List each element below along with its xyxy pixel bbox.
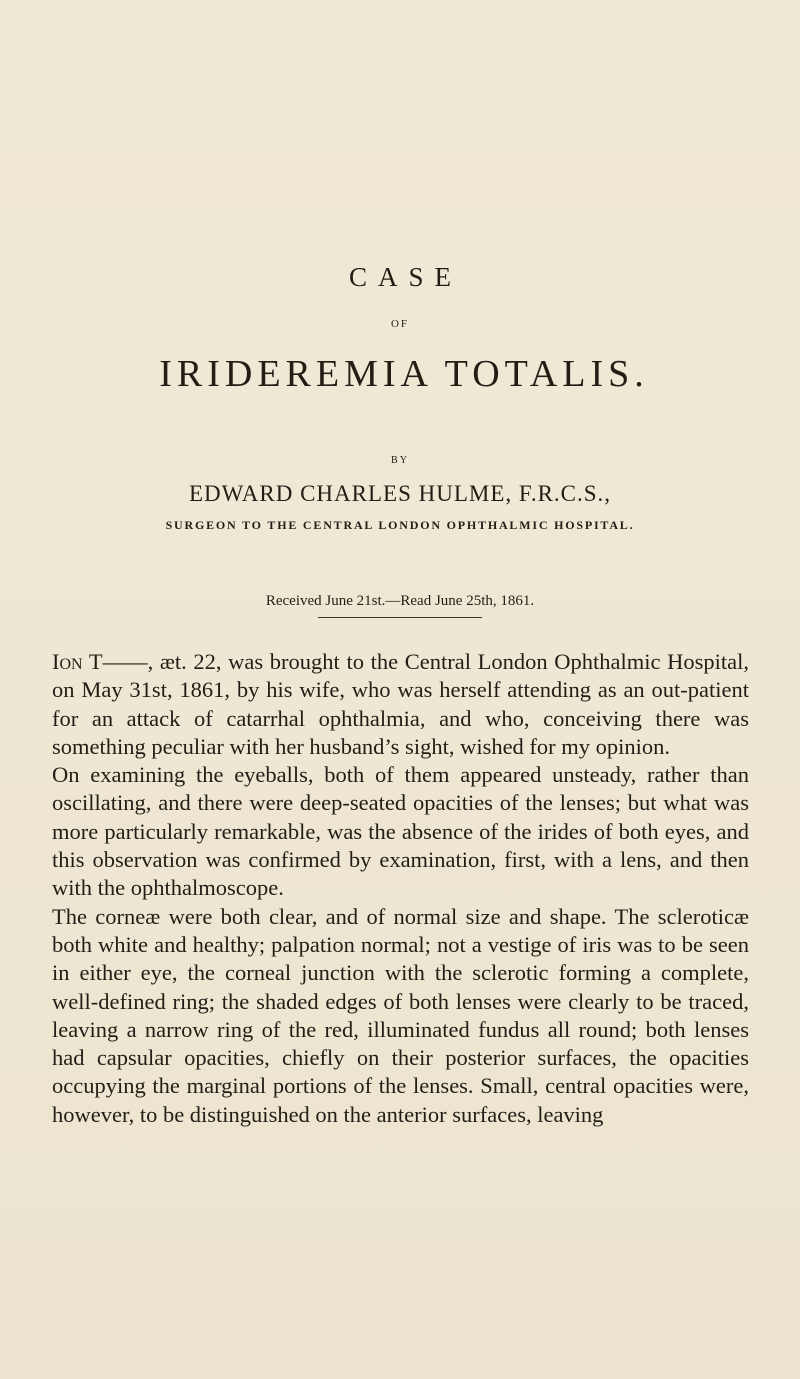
received-line: Received June 21st.—Read June 25th, 1861. bbox=[265, 593, 535, 609]
author-affiliation: SURGEON TO THE CENTRAL LONDON OPHTHALMIC HOSPITAL. bbox=[165, 518, 635, 532]
body-text bbox=[52, 648, 749, 1129]
of-word: OF bbox=[390, 318, 410, 330]
paragraph-text: The corneæ were both clear, and of normal size and shape. The scleroticæ both white and healthy; palpation normal; not a vestige of iris was to be seen in either eye, the corneal junction with the sclerotic forming a complete, well-defined ring; the shaded edges of both lenses were clearly to be traced, leaving a narrow ring of the red, illuminated fundus all round; both lenses had capsular opacities, chiefly on their posterior surfaces, the opacities occupying the marginal portions of the lenses. Small, central opacities were, however, to be distinguished on the anterior surfaces, leaving bbox=[52, 903, 749, 1127]
paragraph bbox=[52, 648, 749, 761]
case-heading: CASE bbox=[348, 262, 463, 292]
by-word: BY bbox=[391, 455, 409, 466]
page-title: IRIDEREMIA TOTALIS. bbox=[159, 353, 649, 395]
paragraph bbox=[52, 761, 749, 902]
paragraph bbox=[52, 903, 749, 1129]
paragraph-lead: Ion bbox=[52, 649, 83, 674]
paragraph-text: On examining the eyeballs, both of them appeared unsteady, rather than oscillating, and there were deep-seated opacities of the lenses; but what was more particularly remarkable, was the absence of the irides of both eyes, and this observation was confirmed by examination, first, with a lens, and then with the ophthalmoscope. bbox=[52, 762, 749, 901]
paragraph-text: T——, æt. 22, was brought to the Central London Ophthalmic Hospital, on May 31st, 1861, by his wife, who was herself attending as an out-patient for an attack of catarrhal ophthalmia, and who, conceiving there was something peculiar with her husband’s sight, wished for my opinion. bbox=[52, 649, 749, 759]
author-name: EDWARD CHARLES HULME, F.R.C.S., bbox=[188, 481, 612, 506]
divider-rule bbox=[318, 617, 482, 618]
